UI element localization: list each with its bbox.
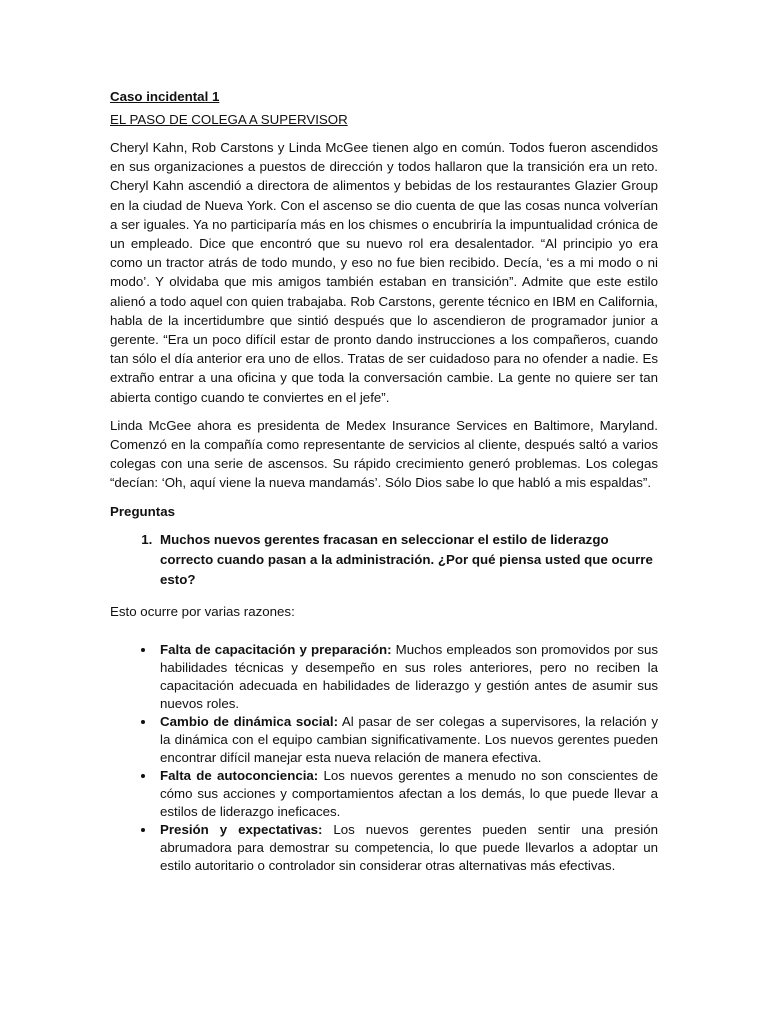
questions-heading: Preguntas	[110, 503, 176, 519]
reason-item	[156, 767, 658, 821]
reason-item	[156, 713, 658, 767]
case-paragraph-2: Linda McGee ahora es presidenta de Medex Insurance Services en Baltimore, Maryland. Comenzó en la compañía como representante de servicios al cliente, después saltó a varios colegas con una serie de ascensos. Su rápido crecimiento generó problemas. Los colegas “decían: ‘Oh, aquí viene la nueva mandamás’. Sólo Dios sabe lo que habló a mis espaldas”.	[110, 417, 658, 491]
reason-item	[156, 821, 658, 875]
reason-label: Cambio de dinámica social:	[160, 713, 338, 729]
document-subtitle: EL PASO DE COLEGA A SUPERVISOR	[110, 112, 348, 127]
reason-label: Presión y expectativas:	[160, 821, 323, 837]
answer-intro: Esto ocurre por varias razones:	[110, 603, 295, 619]
reason-label: Falta de autoconciencia:	[160, 767, 319, 783]
reason-text: Los nuevos gerentes pueden sentir una presión abrumadora para demostrar su competencia, lo que puede llevarlos a adoptar un estilo autoritario o controlador sin considerar otras alternativas más efectivas.	[160, 821, 658, 873]
reasons-list	[110, 641, 658, 875]
case-paragraph-1: Cheryl Kahn, Rob Carstons y Linda McGee tienen algo en común. Todos fueron ascendidos en sus organizaciones a puestos de dirección y todos hallaron que la transición era un reto. Cheryl Kahn ascendió a directora de alimentos y bebidas de los restaurantes Glazier Group en la ciudad de Nueva York. Con el ascenso se dio cuenta de que las cosas nunca volverían a ser iguales. Ya no participaría más en los chismes o encubriría la impuntualidad crónica de un empleado. Dice que encontró que su nuevo rol era desalentador. “Al principio yo era como un tractor atrás de todo mundo, y eso no fue bien recibido. Decía, ‘es a mi modo o ni modo’. Y olvidaba que mis amigos también estaban en transición”. Admite que este estilo alienó a todo aquel con quien trabajaba. Rob Carstons, gerente técnico en IBM en California, habla de la incertidumbre que sintió después que lo ascendieron de programador junior a gerente. “Era un poco difícil estar de pronto dando instrucciones a los compañeros, cuando tan sólo el día anterior era uno de ellos. Tratas de ser cuidadoso para no ofender a nadie. Es extraño entrar a una oficina y que toda la conversación cambie. La gente no quiere ser tan abierta contigo cuando te conviertes en el jefe”.	[110, 140, 658, 405]
document-title: Caso incidental 1	[110, 89, 220, 104]
reason-text: Los nuevos gerentes a menudo no son conscientes de cómo sus acciones y comportamientos afectan a los demás, lo que puede llevar a estilos de liderazgo ineficaces.	[160, 767, 658, 819]
reason-text: Al pasar de ser colegas a supervisores, la relación y la dinámica con el equipo cambian significativamente. Los nuevos gerentes pueden encontrar difícil manejar esta nueva relación de manera efectiva.	[160, 713, 658, 765]
reason-label: Falta de capacitación y preparación:	[160, 641, 392, 657]
reason-text: Muchos empleados son promovidos por sus habilidades técnicas y desempeño en sus roles anteriores, pero no reciben la capacitación adecuada en habilidades de liderazgo y gestión antes de asumir sus nuevos roles.	[160, 641, 658, 711]
reason-item	[156, 641, 658, 713]
questions-list	[110, 530, 658, 590]
question-item: 1. Muchos nuevos gerentes fracasan en seleccionar el estilo de liderazgo correcto cuando pasan a la administración. ¿Por qué piensa usted que ocurre esto?	[156, 530, 658, 590]
